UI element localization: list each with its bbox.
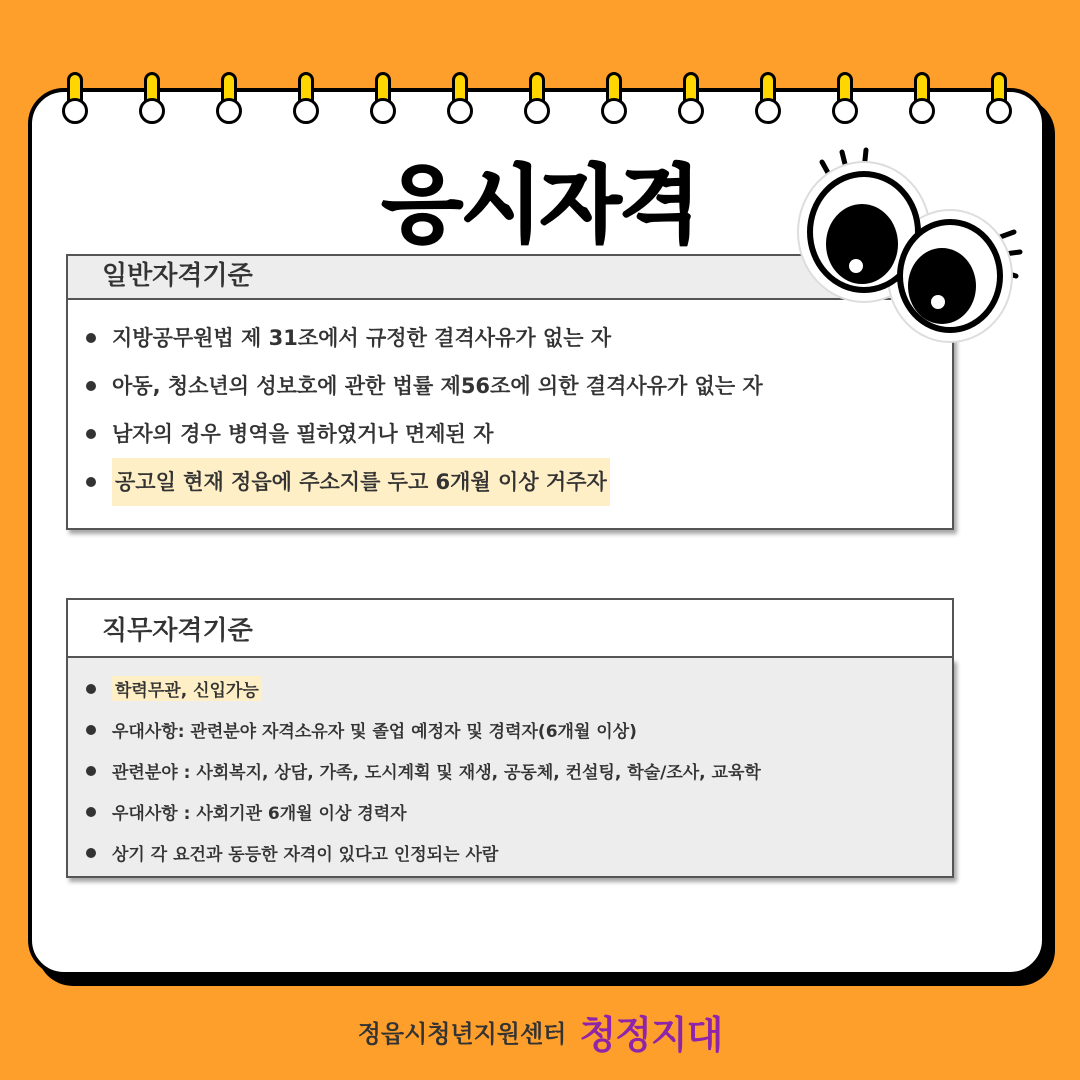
bullet-icon [86,477,96,487]
list-item: 우대사항 : 사회기관 6개월 이상 경력자 [86,791,952,832]
highlighted-text: 학력무관, 신입가능 [112,676,262,701]
ring [755,72,783,124]
ring [678,72,706,124]
bullet-icon [86,766,96,776]
bullet-icon [86,725,96,735]
ring [139,72,167,124]
list-item [86,458,952,506]
list-item: 지방공무원법 제 31조에서 규정한 결격사유가 없는 자 [86,314,952,362]
job-criteria-list [66,658,954,878]
page-title: 응시자격 [381,156,699,254]
bullet-icon [86,848,96,858]
ring [293,72,321,124]
list-item [86,668,952,709]
bullet-icon [86,429,96,439]
list-item: 상기 각 요건과 동등한 자격이 있다고 인정되는 사람 [86,832,952,873]
bullet-icon [86,807,96,817]
footer [0,1004,1080,1059]
job-criteria-section [66,598,954,878]
bullet-icon [86,381,96,391]
list-item: 아동, 청소년의 성보호에 관한 법률 제56조에 의한 결격사유가 없는 자 [86,362,952,410]
ring [986,72,1014,124]
ring [524,72,552,124]
bullet-icon [86,333,96,343]
list-item: 남자의 경우 병역을 필하였거나 면제된 자 [86,410,952,458]
cartoon-eyes-icon [792,140,1052,350]
list-item: 우대사항: 관련분야 자격소유자 및 졸업 예정자 및 경력자(6개월 이상) [86,709,952,750]
brand-logo: 청정지대 [579,1013,723,1057]
general-criteria-heading: 일반자격기준 [66,254,954,300]
ring [832,72,860,124]
list-item: 관련분야 : 사회복지, 상담, 가족, 도시계획 및 재생, 공동체, 컨설팅, 학술/조사, 교육학 [86,750,952,791]
ring [370,72,398,124]
ring [216,72,244,124]
ring [909,72,937,124]
highlighted-text: 공고일 현재 정읍에 주소지를 두고 6개월 이상 거주자 [112,458,610,506]
ring [601,72,629,124]
ring [447,72,475,124]
ring [62,72,90,124]
organization-name: 정읍시청년지원센터 [357,1020,567,1048]
job-criteria-heading: 직무자격기준 [66,598,954,658]
bullet-icon [86,684,96,694]
